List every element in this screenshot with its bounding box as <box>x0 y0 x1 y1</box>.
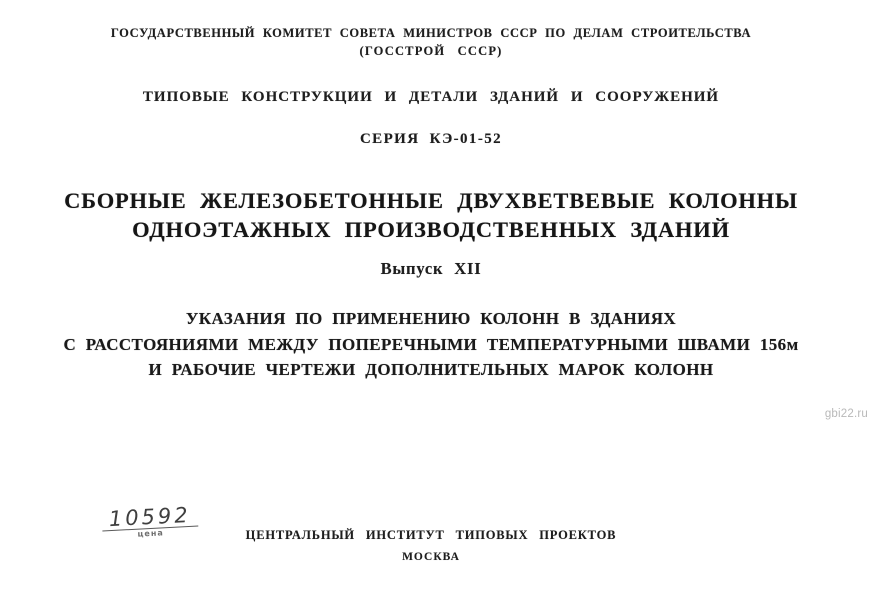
subtitle-block <box>0 306 862 383</box>
subtitle-line3: И РАБОЧИЕ ЧЕРТЕЖИ ДОПОЛНИТЕЛЬНЫХ МАРОК КОЛОНН <box>148 360 714 379</box>
publisher-institute: ЦЕНТРАЛЬНЫЙ ИНСТИТУТ ТИПОВЫХ ПРОЕКТОВ <box>245 528 617 542</box>
committee-name: ГОСУДАРСТВЕННЫЙ КОМИТЕТ СОВЕТА МИНИСТРОВ СССР ПО ДЕЛАМ СТРОИТЕЛЬСТВА <box>110 26 752 40</box>
stamp-number: 10592 <box>101 504 198 532</box>
subtitle-line1: УКАЗАНИЯ ПО ПРИМЕНЕНИЮ КОЛОНН В ЗДАНИЯХ <box>185 309 677 328</box>
stamp-price-label: цена <box>137 528 164 539</box>
main-title-line2: ОДНОЭТАЖНЫХ ПРОИЗВОДСТВЕННЫХ ЗДАНИЙ <box>132 217 730 242</box>
series-title: ТИПОВЫЕ КОНСТРУКЦИИ И ДЕТАЛИ ЗДАНИЙ И СООРУЖЕНИЙ <box>142 89 720 105</box>
series-number: СЕРИЯ КЭ-01-52 <box>359 131 503 147</box>
site-watermark: gbi22.ru <box>824 408 868 420</box>
publisher-city: МОСКВА <box>402 551 460 563</box>
committee-abbreviation: (ГОССТРОЙ СССР) <box>359 44 503 58</box>
main-title <box>0 186 862 244</box>
issue-number: Выпуск XII <box>380 259 482 278</box>
main-title-line1: СБОРНЫЕ ЖЕЛЕЗОБЕТОННЫЕ ДВУХВЕТВЕВЫЕ КОЛОННЫ <box>64 188 798 213</box>
subtitle-line2: С РАССТОЯНИЯМИ МЕЖДУ ПОПЕРЕЧНЫМИ ТЕМПЕРАТУРНЫМИ ШВАМИ 156м <box>63 334 799 354</box>
